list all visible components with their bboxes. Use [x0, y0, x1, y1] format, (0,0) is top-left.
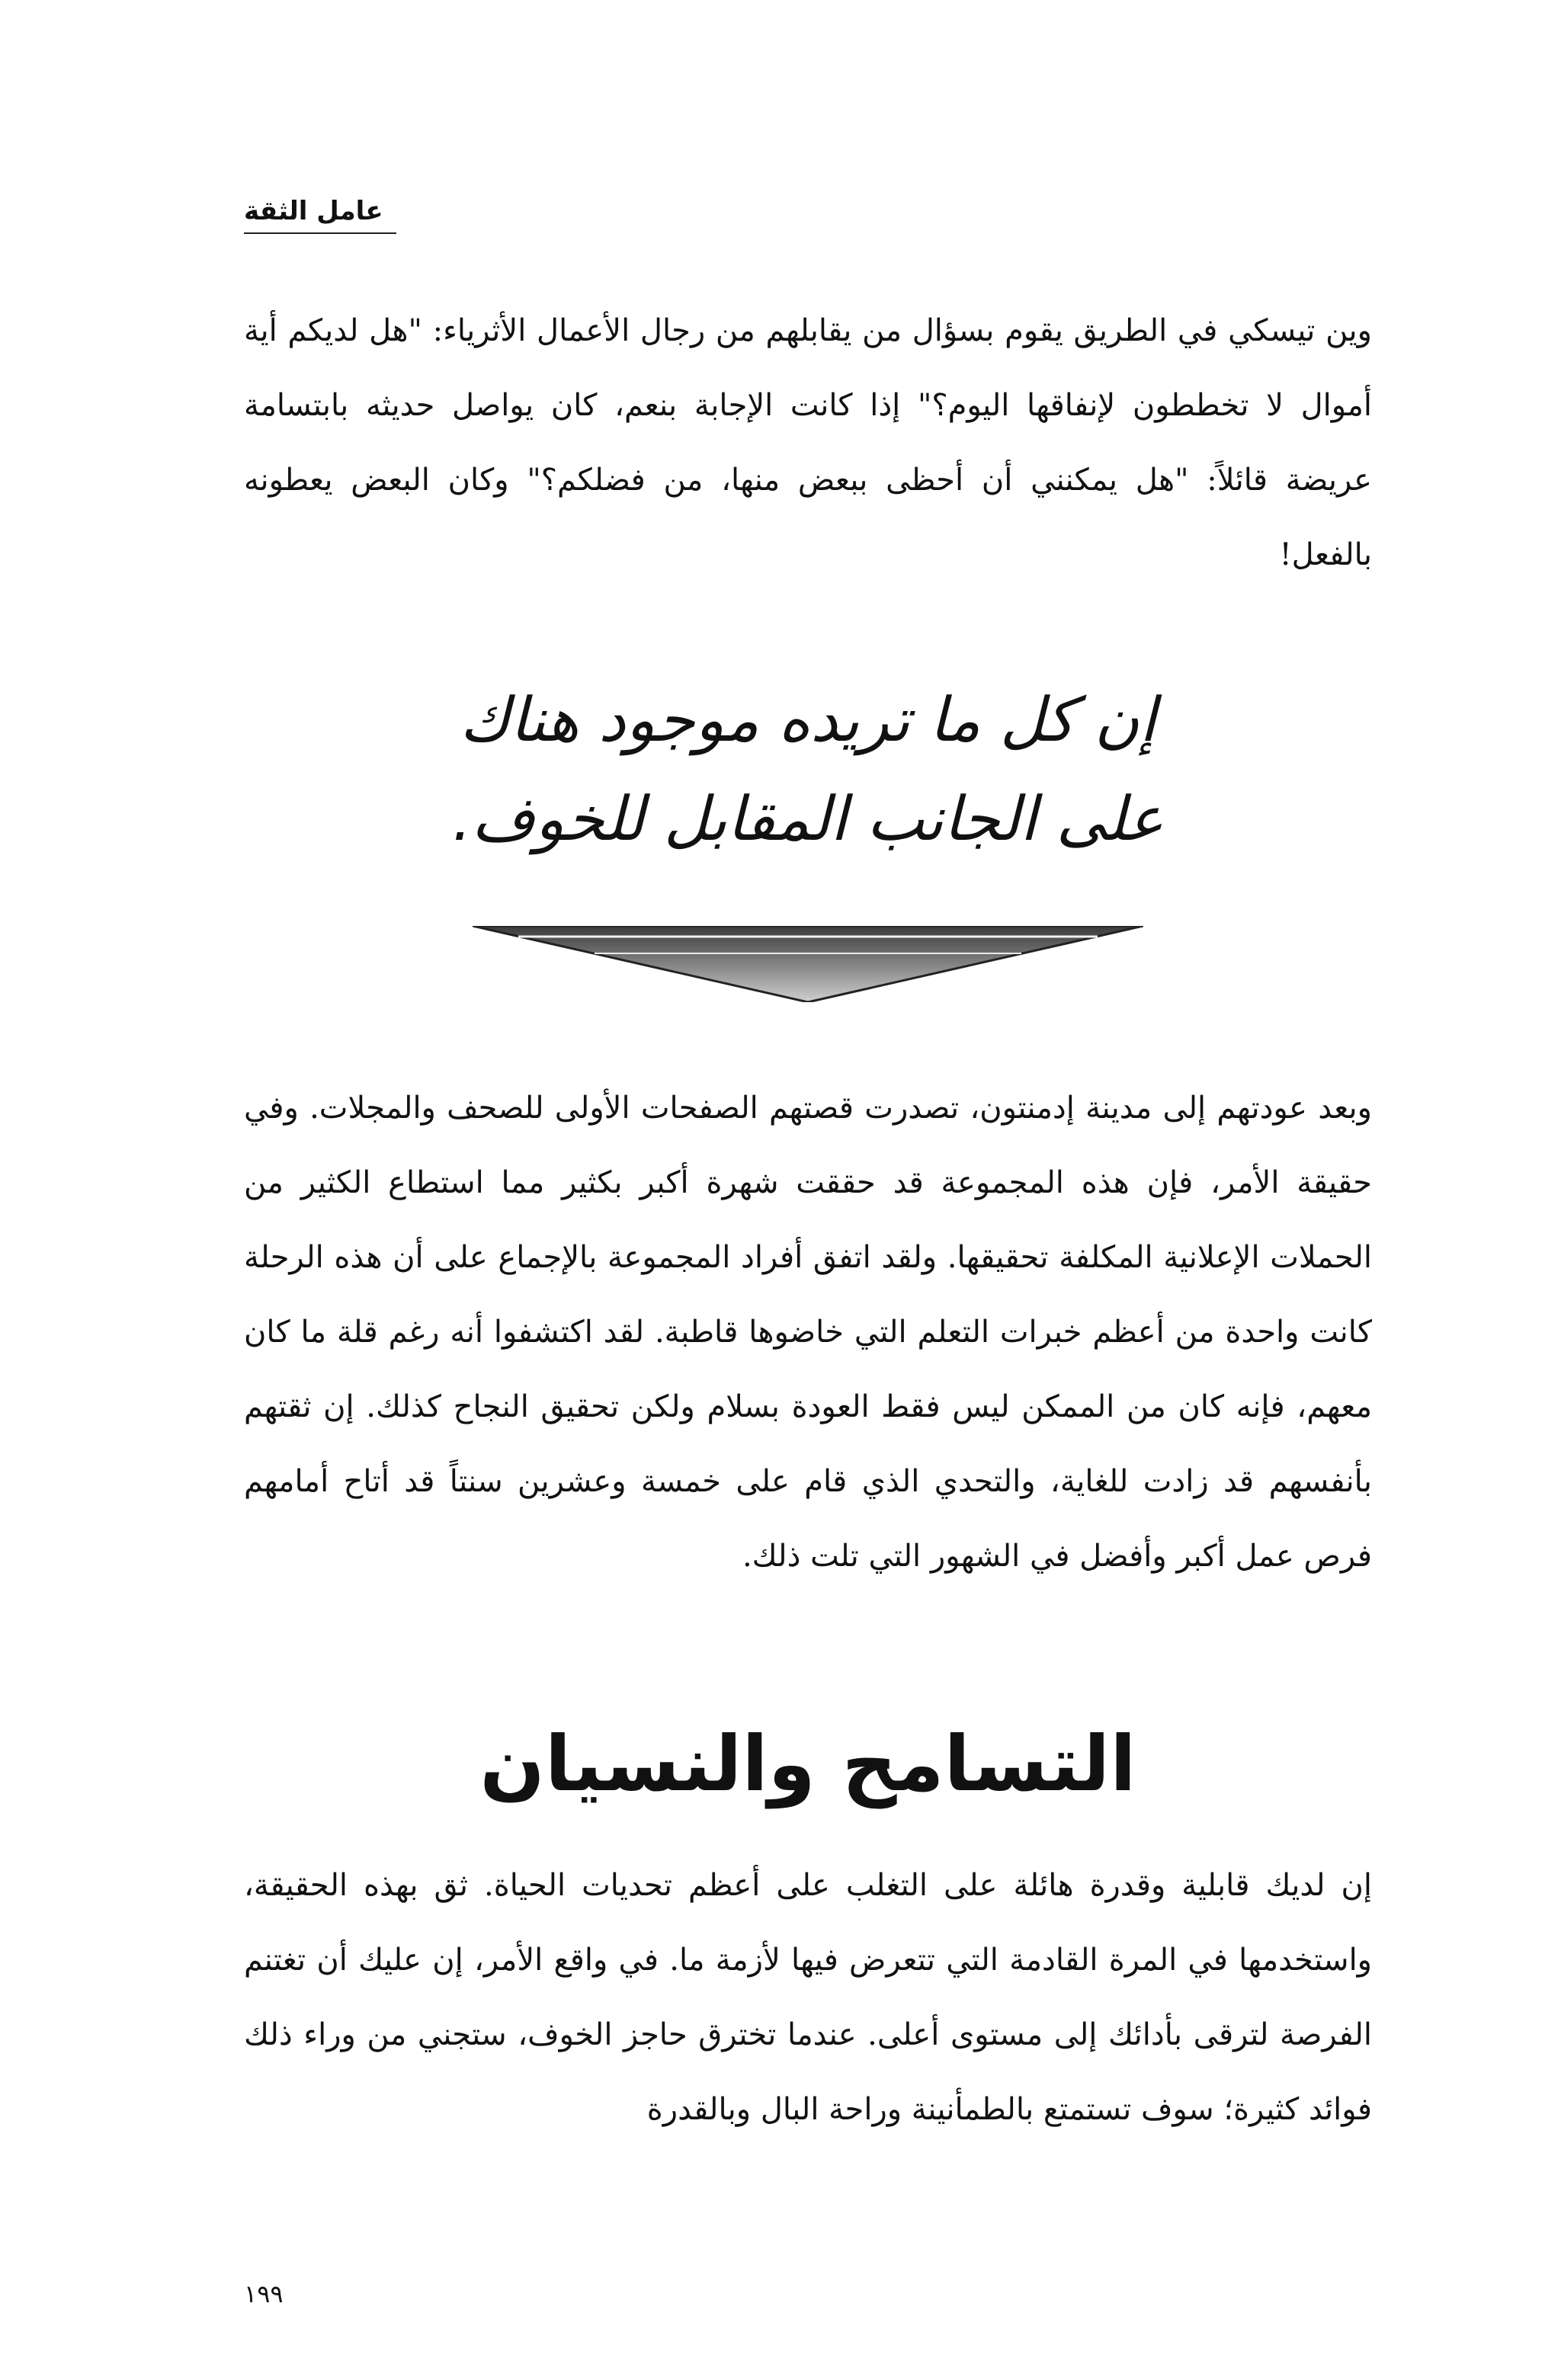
pull-quote-line-2: على الجانب المقابل للخوف. [452, 783, 1164, 854]
section-heading: التسامح والنسيان [479, 1719, 1136, 1808]
paragraph-2: وبعد عودتهم إلى مدينة إدمنتون، تصدرت قصتهم الصفحات الأولى للصحف والمجلات. وفي حقيقة الأمر، فإن هذه المجموعة قد حققت شهرة أكبر بكثير مما استطاع الكثير من الحملات الإعلانية المكلفة تحقيقها. ولقد اتفق أفراد المجموعة بالإجماع على أن هذه الرحلة كانت واحدة من أعظم خبرات التعلم التي خاضوها قاطبة. لقد اكتشفوا أنه رغم قلة ما كان معهم، فإنه كان من الممكن ليس فقط العودة بسلام ولكن تحقيق النجاح كذلك. إن ثقتهم بأنفسهم قد زادت للغاية، والتحدي الذي قام على خمسة وعشرين سنتاً قد أتاح أمامهم فرص عمل أكبر وأفضل في الشهور التي تلت ذلك. [244, 1091, 1372, 1574]
header-rule [244, 232, 396, 234]
paragraph-1: وين تيسكي في الطريق يقوم بسؤال من يقابلهم من رجال الأعمال الأثرياء: "هل لديكم أية أموال لا تخططون لإنفاقها اليوم؟" إذا كانت الإجابة بنعم، كان يواصل حديثه بابتسامة عريضة قائلاً: "هل يمكنني أن أحظى ببعض منها، من فضلكم؟" وكان البعض يعطونه بالفعل! [244, 313, 1373, 572]
running-header [244, 194, 1372, 240]
pull-quote [244, 671, 1372, 869]
paragraph-3: إن لديك قابلية وقدرة هائلة على التغلب على أعظم تحديات الحياة. ثق بهذه الحقيقة، واستخدمها في المرة القادمة التي تتعرض فيها لأزمة ما. في واقع الأمر، إن عليك أن تغتنم الفرصة لترقى بأدائك إلى مستوى أعلى. عندما تخترق حاجز الخوف، ستجني من وراء ذلك فوائد كثيرة؛ سوف تستمتع بالطمأنينة وراحة البال وبالقدرة [244, 1868, 1372, 2127]
book-page [244, 0, 1372, 2380]
header-title: عامل الثقة [244, 196, 383, 226]
page-number: ١٩٩ [244, 2279, 284, 2308]
pull-quote-line-1: إن كل ما تريده موجود هناك [460, 684, 1156, 755]
arrow-ornament-icon [473, 926, 1143, 1002]
